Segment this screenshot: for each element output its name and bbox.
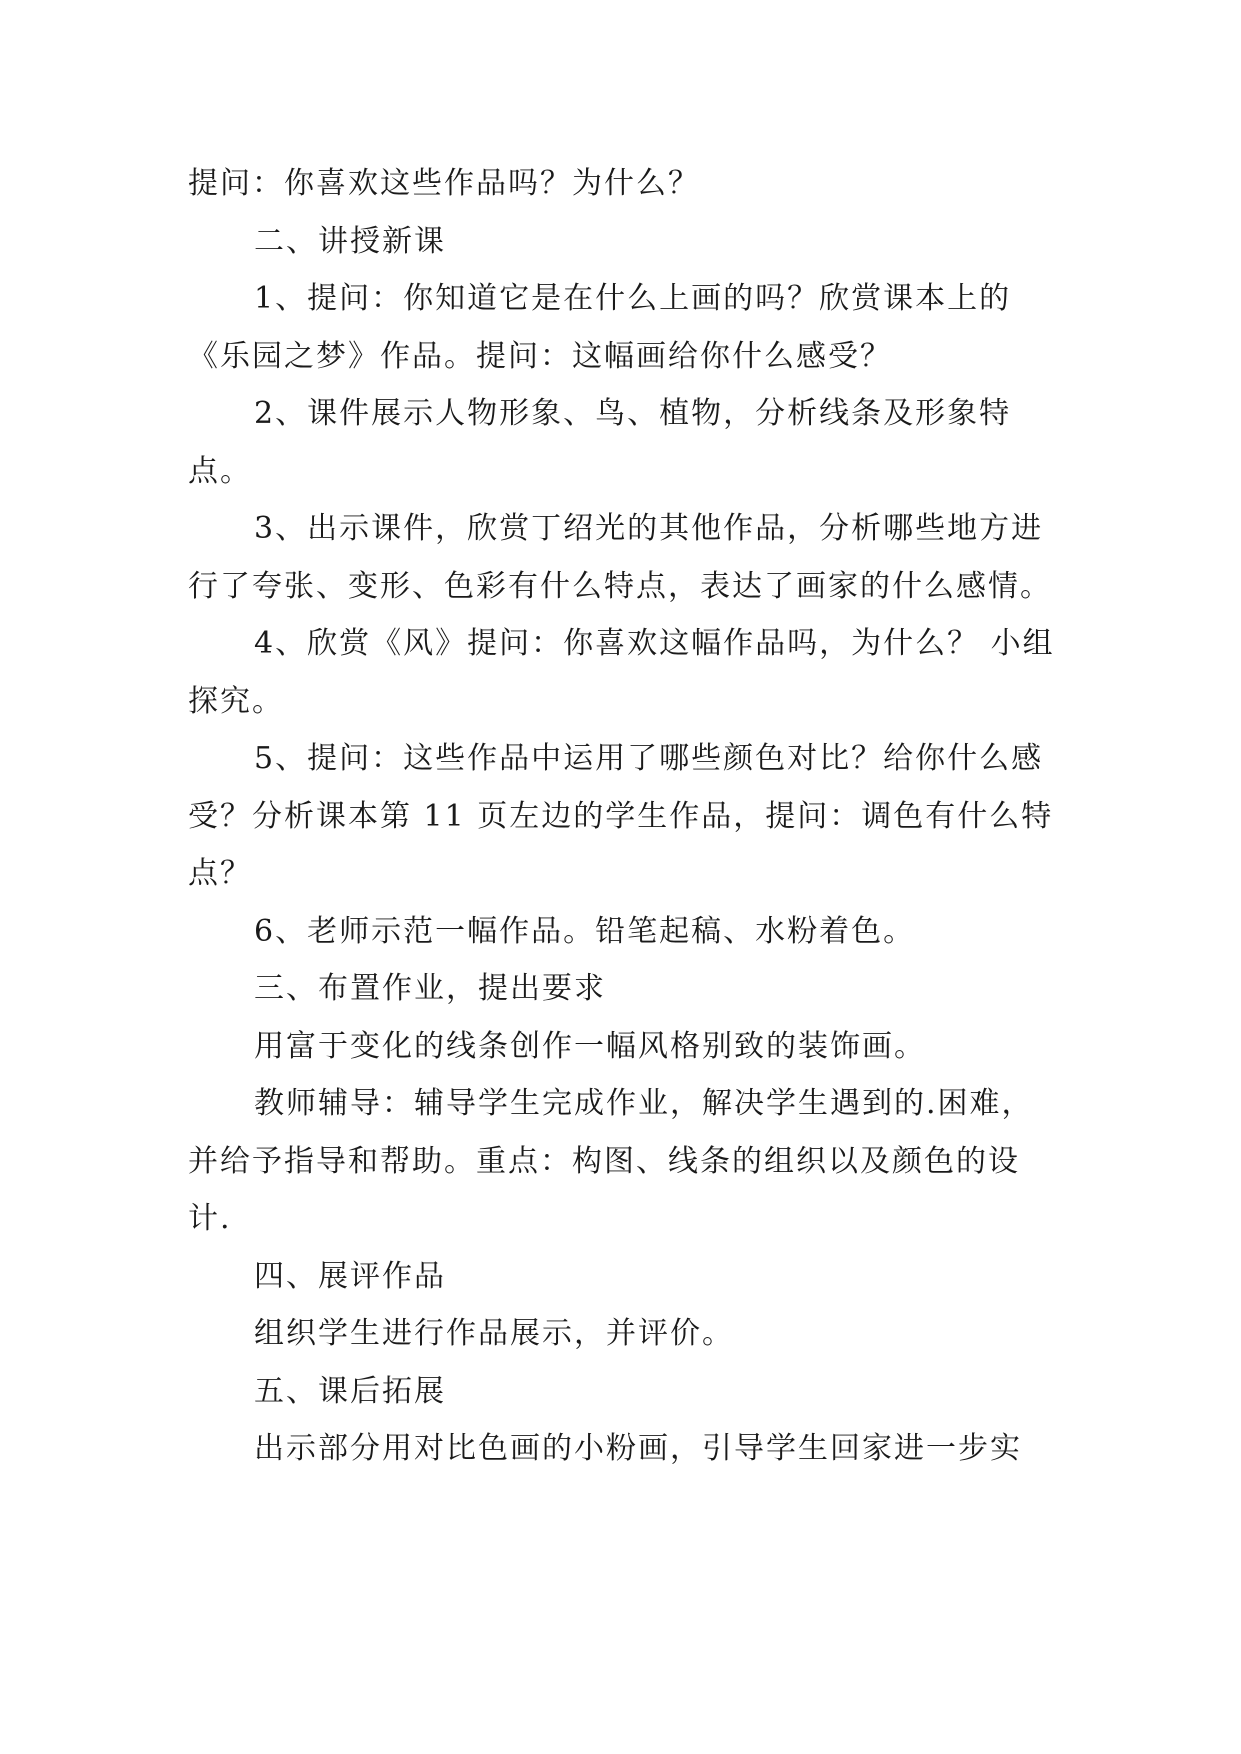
- heading-extension: 五、课后拓展: [254, 1373, 446, 1409]
- paragraph-exhibition: 组织学生进行作品展示，并评价。: [254, 1316, 734, 1351]
- paragraph-step-4: 4、欣赏《风》提问：你喜欢这幅作品吗，为什么？ 小组探究。: [188, 626, 1055, 719]
- paragraph-assignment-task: 用富于变化的线条创作一幅风格别致的装饰画。: [254, 1028, 926, 1064]
- paragraph-step-3: 3、出示课件，欣赏丁绍光的其他作品，分析哪些地方进行了夸张、变形、色彩有什么特点，表达了画家的什么感情。: [188, 511, 1052, 604]
- paragraph-question-intro: 提问：你喜欢这些作品吗？为什么？: [188, 166, 700, 201]
- heading-assignment: 三、布置作业，提出要求: [254, 971, 606, 1006]
- paragraph-step-5: 5、提问：这些作品中运用了哪些颜色对比？给你什么感受？分析课本第 11 页左边的学生作品，提问：调色有什么特点？: [188, 741, 1054, 891]
- document-body: [188, 155, 1060, 1478]
- paragraph-extension: 出示部分用对比色画的小粉画，引导学生回家进一步实: [254, 1431, 1022, 1466]
- paragraph-step-2: 2、课件展示人物形象、鸟、植物，分析线条及形象特点。: [188, 396, 1012, 489]
- paragraph-teacher-guidance: 教师辅导：辅导学生完成作业，解决学生遇到的.困难，并给予指导和帮助。重点：构图、线条的组织以及颜色的设计.: [188, 1086, 1034, 1236]
- paragraph-step-6: 6、老师示范一幅作品。铅笔起稿、水粉着色。: [254, 913, 916, 949]
- heading-exhibition: 四、展评作品: [254, 1258, 446, 1294]
- paragraph-step-1: 1、提问：你知道它是在什么上画的吗？欣赏课本上的《乐园之梦》作品。提问：这幅画给你什么感受？: [188, 281, 1012, 374]
- heading-new-lesson: 二、讲授新课: [254, 223, 446, 259]
